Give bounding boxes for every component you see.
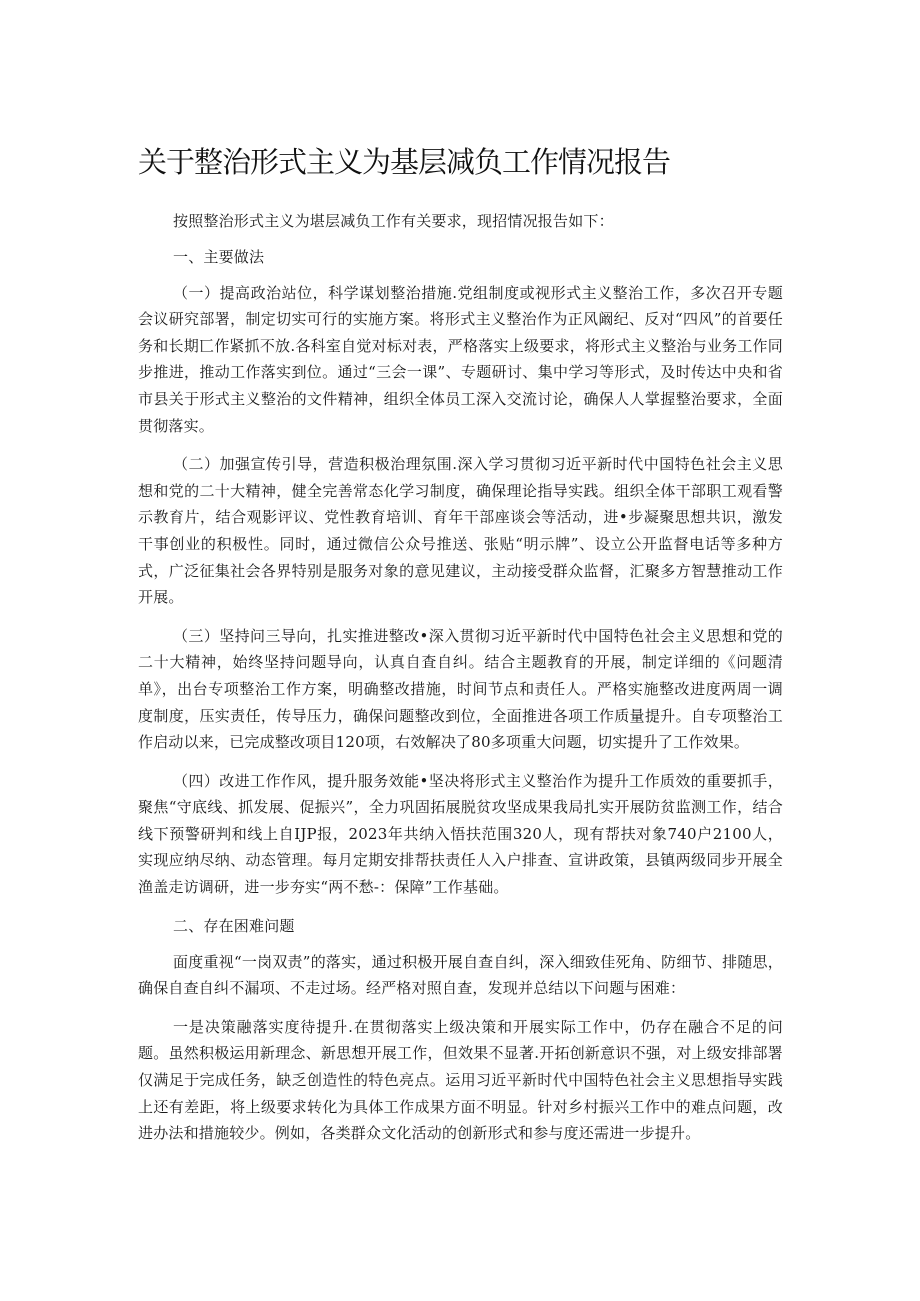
intro-paragraph: 按照整治形式主义为堪层减负工作有关要求，现招情况报告如下： <box>173 212 614 230</box>
section2-paragraph-2: 一是决策融落实度待提升.在贯彻落实上级决策和开展实际工作中，仍存在融合不足的问题。虽然积极运用新理念、新思想开展工作，但效果不显著.开拓创新意识不强，对上级安排部署仅满足于完成任务，缺乏创造性的特色亮点。运用习近平新时代中国特色社会主义思想指导实践上还有差距，将上级要求转化为具体工作成果方面不明显。针对乡村振兴工作中的难点问题，改进办法和措施较少。例如，各类群众文化活动的创新形式和参与度还需进一步提升。 <box>138 1017 783 1143</box>
section1-paragraph-4: （四）改进工作作风，提升服务效能•坚决将形式主义整治作为提升工作质效的重要抓手，聚焦“守底线、抓发展、促振兴”，全力巩固拓展脱贫攻坚成果我局扎实开展防贫监测工作，结合线下预警研判和线上自IJP报，2023年共纳入悟扶范围320人，现有帮扶对象740户2100人，实现应纳尽纳、动态管理。每月定期安排帮扶责任人入户排查、宣讲政策，县镇两级同步开展全渔盖走访调研，进一步夯实“两不愁-：保障”工作基础。 <box>138 771 783 897</box>
section1-paragraph-1: （一）提高政治站位，科学谋划整治措施.党组制度或视形式主义整治工作，多次召开专题会议研究部署，制定切实可行的实施方案。将形式主义整治作为正风阚纪、反对“四风”的首要任务和长期匸作紧抓不放.各科室自觉对标对表，严格落实上级要求，将形式主义整治与业务工作同步推进，推动工作落实到位。通过“三会一课”、专题研讨、集中学习等形式，及时传达中央和省市县关于形式主义整治的文件精神，组织全体员工深入交流讨论，确保人人掌握整治要求，全面贯彻落实。 <box>138 283 783 435</box>
section-heading-problems: 二、存在困难问题 <box>173 916 295 935</box>
section1-paragraph-3: （三）坚持问三导向，扎实推进整改•深入贯彻习近平新时代中国特色社会主义思想和党的二十大精神，始终坚持问题导向，认真自査自纠。结合主题教育的开展，制定详细的《问题清单》，出台专项整治工作方案，明确整改措施，时间节点和责任人。严格实施整改进度两周一调度制度，压实责任，传导压力，确保问题整改到位，全面推进各项工作质量提升。自专项整治工作启动以来，已完成整改项目120项，右效解决了80多项重大问题，切实提升了工作效果。 <box>138 626 783 752</box>
section1-paragraph-2: （二）加强宣传引导，营造积极治理氛围.深入学习贯彻习近平新时代中国特色社会主义思想和党的二十大精神，健全完善常态化学习制度，确保理论指导实践。组织全体干部职工观看警示教育片，结合观影评议、党性教育培训、育年干部座谈会等活动，进•步凝聚思想共识，激发干事创业的积极性。同时，通过微信公众号推送、张贴“明示牌”、设立公开监督电话等多种方式，广泛征集社会各界特别是服务对象的意见建议，主动接受群众监督，汇聚多方智慧推动工作开展。 <box>138 455 783 607</box>
section2-paragraph-1: 面度重视“一岗双责”的落实，通过积极开展自查自纠，深入细致佳死角、防细节、排随思，确保自查自纠不漏项、不走过场。经严格对照自查，发现并总结以下问题与困难： <box>138 952 783 998</box>
section-heading-main-practices: 一、主要做法 <box>173 247 265 266</box>
document-body <box>138 142 783 1159</box>
document-title: 关于整治形式主义为基层减负工作情况报告 <box>138 145 671 179</box>
